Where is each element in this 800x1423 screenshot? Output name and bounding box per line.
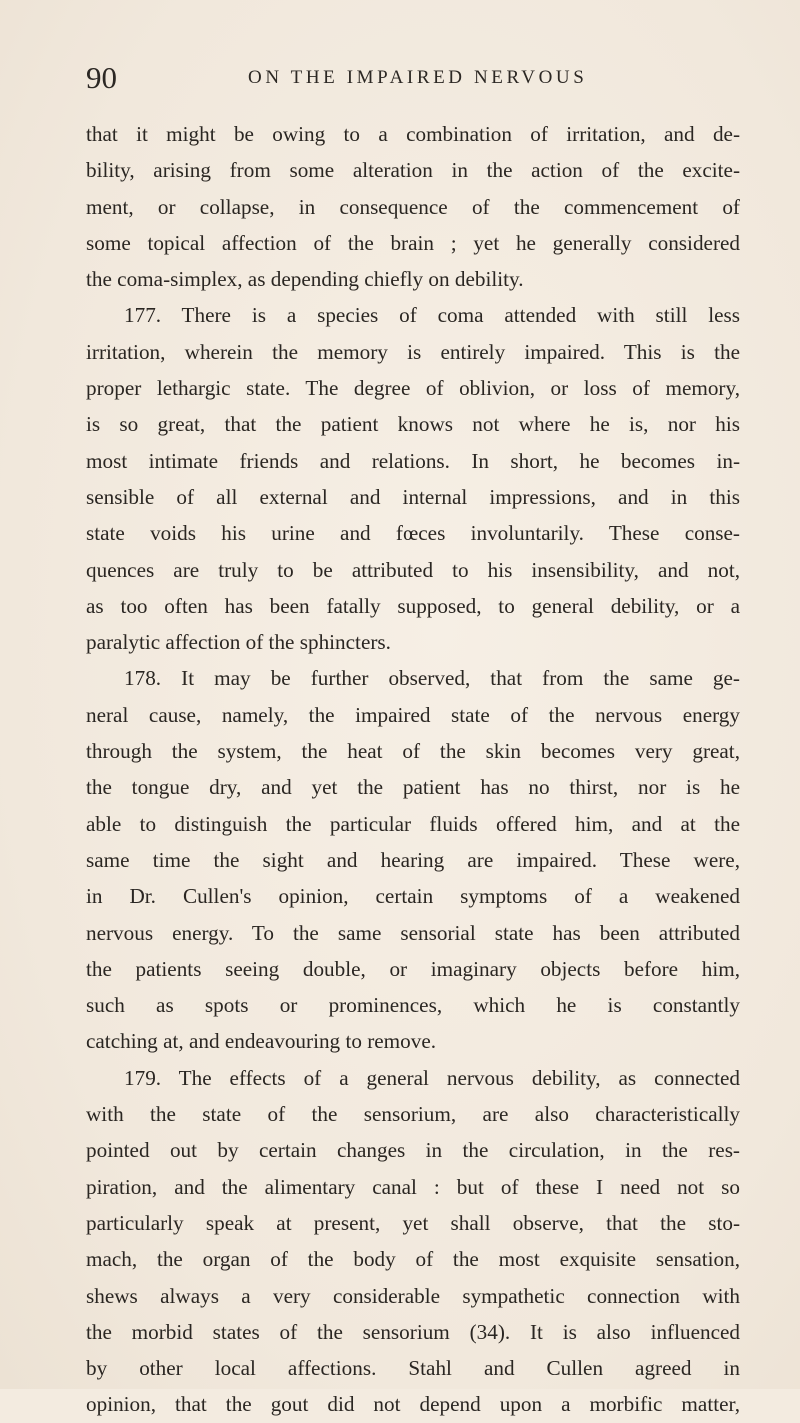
text-line: the patients seeing double, or imaginary objects before him, [86, 956, 740, 981]
text-line: nervous energy. To the same sensorial state has been attributed [86, 920, 740, 945]
text-line: bility, arising from some alteration in the action of the excite- [86, 158, 740, 183]
running-head: ON THE IMPAIRED NERVOUS [248, 67, 588, 88]
page-header [86, 58, 746, 98]
text-line: by other local affections. Stahl and Cullen agreed in [86, 1356, 740, 1381]
text-line: the tongue dry, and yet the patient has no thirst, nor is he [86, 775, 740, 800]
text-line: as too often has been fatally supposed, to general debility, or a [86, 593, 740, 618]
paragraph-179-start: 179. The effects of a general nervous debility, as connected [124, 1065, 740, 1090]
text-line: shews always a very considerable sympathetic connection with [86, 1283, 740, 1308]
text-line: opinion, that the gout did not depend upon a morbific matter, [86, 1392, 740, 1417]
text-line: particularly speak at present, yet shall observe, that the sto- [86, 1210, 740, 1235]
paragraph-178-start: 178. It may be further observed, that from the same ge- [124, 666, 740, 691]
text-line: sensible of all external and internal impressions, and in this [86, 484, 740, 509]
text-line: same time the sight and hearing are impaired. These were, [86, 847, 740, 872]
page-number: 90 [86, 60, 117, 95]
text-line: quences are truly to be attributed to his insensibility, and not, [86, 557, 740, 582]
text-line: is so great, that the patient knows not where he is, nor his [86, 412, 740, 437]
text-line: in Dr. Cullen's opinion, certain symptoms of a weakened [86, 884, 740, 909]
text-line: piration, and the alimentary canal : but of these I need not so [86, 1174, 740, 1199]
text-line: paralytic affection of the sphincters. [86, 630, 391, 655]
text-line: the morbid states of the sensorium (34). It is also influenced [86, 1319, 740, 1344]
text-line: most intimate friends and relations. In short, he becomes in- [86, 448, 740, 473]
text-line: through the system, the heat of the skin becomes very great, [86, 739, 740, 764]
text-line: such as spots or prominences, which he is constantly [86, 993, 740, 1018]
text-line: irritation, wherein the memory is entirely impaired. This is the [86, 339, 740, 364]
text-line: ment, or collapse, in consequence of the commencement of [86, 194, 740, 219]
text-line: with the state of the sensorium, are also characteristically [86, 1102, 740, 1127]
text-line: some topical affection of the brain ; yet he generally considered [86, 230, 740, 255]
text-line: neral cause, namely, the impaired state of the nervous energy [86, 702, 740, 727]
text-line: mach, the organ of the body of the most exquisite sensation, [86, 1247, 740, 1272]
text-line: that it might be owing to a combination of irritation, and de- [86, 122, 740, 146]
text-line: state voids his urine and fœces involuntarily. These conse- [86, 521, 740, 546]
text-line: catching at, and endeavouring to remove. [86, 1029, 437, 1054]
text-line: able to distinguish the particular fluids offered him, and at the [86, 811, 740, 836]
text-line: proper lethargic state. The degree of oblivion, or loss of memory, [86, 376, 740, 401]
body-text [86, 116, 740, 1423]
text-line: pointed out by certain changes in the circulation, in the res- [86, 1138, 740, 1163]
paragraph-177-start: 177. There is a species of coma attended with still less [124, 303, 740, 328]
text-line: the coma-simplex, as depending chiefly on debility. [86, 267, 524, 292]
